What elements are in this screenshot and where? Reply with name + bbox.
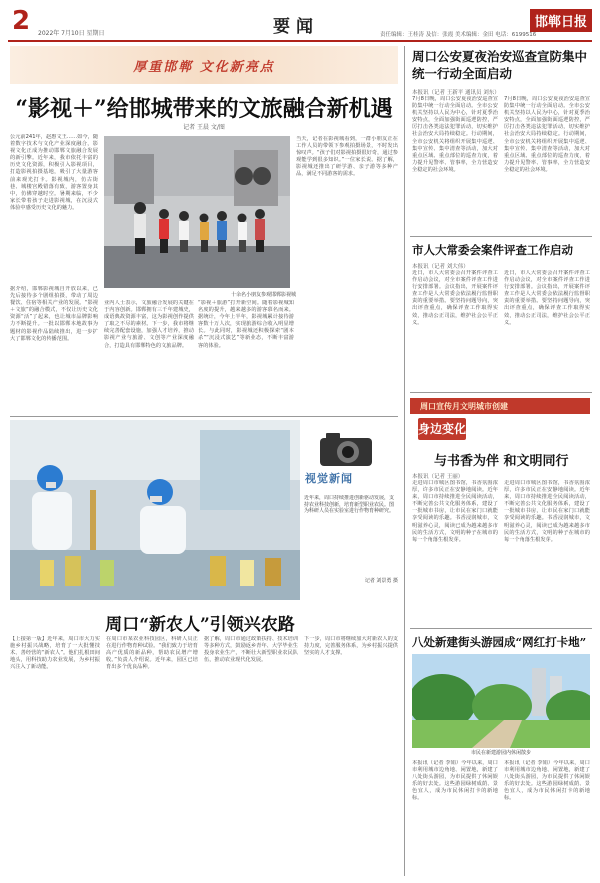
article-photo [104, 136, 290, 288]
issue-date: 2022年 7月10日 星期日 [38, 30, 105, 37]
byline: 记者 王晨 文/图 [183, 124, 225, 131]
article-column: 公元前241年，赵惠文王……如今，随着数字技术与文化产业深度融合，影视文化正成为推动邯郸文旅融合发展的新引擎。近年来，我市依托丰富的历史文化资源，积极引入影视项目，打造影视拍摄基地，吸引了大量游客前来观光打卡。影视城内，仿古街巷、城楼宫殿错落有致，游客置身其中，仿佛穿越时空。暑期来临，不少家长带着孩子走进影视城，在沉浸式体验中感受历史文化的魅力。 [10, 134, 98, 211]
article-column: 近日，市人大常委会召开案件评查工作启动会议，对全市案件评查工作进行安排部署。会议指出，开展案件评查工作是人大常委会依法履行监督职责的重要举措。要坚持问题导向，突出评查重点，确保评查工作取得实效，推动公正司法，维护社会公平正义。 [504, 270, 590, 326]
headline: 周口公安夏夜治安巡查宣防集中统一行动全面启动 [412, 49, 588, 81]
article-column: 据了解，周口市通过政策扶持、技术培训等多种方式，鼓励返乡青年、大学毕业生投身农业生产，不断壮大新型职业农民队伍，推动农业现代化发展。 [204, 636, 298, 664]
section-tag: 视觉新闻 [305, 472, 353, 485]
byline: 本报讯（记者 王丽） [412, 474, 464, 480]
photo-caption: 十余名小朋友参观邯郸影视城 [230, 292, 296, 298]
article-column: 走进周口市城区图书馆，书香氛围浓厚，许多市民正在安静地阅读。近年来，周口市持续推进全民阅读活动，不断完善公共文化服务体系，建设了一批城市书房，让市民在家门口就能享受阅读的乐趣。书香浸润城市，文明滋养心灵，阅读已成为越来越多市民的生活方式，文明的种子在城市的每一个角落生根发芽。 [504, 480, 590, 543]
headline: 八处新建街头游园成“网红打卡地” [412, 635, 587, 649]
article-column: 本报讯（记者 李娟）今年以来，周口市利用城市边角地、闲置地，新建了八处街头游园，为市民提供了休闲娱乐的好去处。这些游园绿树成荫、景色宜人，成为市民休闲打卡的新地标。 [504, 760, 590, 802]
section-divider [10, 416, 398, 417]
article-column: 据介绍，邯郸影视城自开放以来，已先后接待多个剧组拍摄，带动了周边餐饮、住宿等相关产业的发展。“影视＋文旅”的融合模式，不仅让历史文化资源“活”了起来，也让城市品牌影响力不断提升。一批以邯郸本地故事为题材的影视作品陆续推出，进一步扩大了邯郸文化的传播范围。 [10, 286, 98, 342]
photo-credit: 记者 刘景勇 摄 [364, 578, 398, 584]
article-column: 本报讯（记者 李娟）今年以来，周口市利用城市边角地、闲置地，新建了八处街头游园，为市民提供了休闲娱乐的好去处。这些游园绿树成荫、景色宜人，成为市民休闲打卡的新地标。 [412, 760, 498, 802]
lab-photo [10, 420, 300, 600]
headline: 周口“新农人”引领兴农路 [105, 615, 295, 635]
article-column: 业内人士表示，文旅融合发展的关键在于内容创新。邯郸拥有三千年建城史，成语典故资源丰富，这为影视创作提供了取之不尽的素材。下一步，我市将继续完善配套设施，加强人才培养，推动影视产业与旅游、文创等产业深度融合，打造具有邯郸特色的文旅品牌。 [104, 300, 194, 349]
page-number: 2 [12, 6, 31, 36]
section-title: 要闻 [273, 17, 319, 37]
section-tag: 身边变化 [418, 418, 466, 440]
article-column: 当天，记者在影视城看到，一群小朋友正在工作人员的带领下参观拍摄场景，不时发出惊叹声。“孩子们对影视拍摄很好奇，通过参观能学到很多知识。”一位家长说。据了解，影视城还推出了研学游、亲子游等多种产品，满足不同游客的需求。 [296, 136, 398, 178]
byline: 本报讯（记者 刘大伟） [412, 264, 469, 270]
article-column: 走进周口市城区图书馆，书香氛围浓厚，许多市民正在安静地阅读。近年来，周口市持续推进全民阅读活动，不断完善公共文化服务体系，建设了一批城市书房，让市民在家门口就能享受阅读的乐趣。书香浸润城市，文明滋养心灵，阅读已成为越来越多市民的生活方式，文明的种子在城市的每一个角落生根发芽。 [412, 480, 498, 543]
article-column: 下一步，周口市将继续加大对新农人的支持力度，完善服务体系，为乡村振兴提供坚实的人才支撑。 [304, 636, 398, 657]
article-column: 【上接第一版】近年来，周口市大力实施乡村振兴战略，培育了一大批懂技术、善经营的“新农人”。他们扎根田间地头，用科技助力农业发展，为乡村振兴注入了新动能。 [10, 636, 100, 671]
park-photo [412, 654, 590, 748]
headline: 市人大常委会案件评查工作启动 [412, 243, 573, 257]
headline: “影视＋”给邯城带来的文旅融合新机遇 [15, 96, 393, 122]
section-divider [410, 392, 592, 393]
article-column: 7月8日晚，周口公安夏夜治安巡查宣防集中统一行动全面启动。全市公安机关坚持以人民为中心，针对夏季治安特点，全面加强街面巡逻防控，严厉打击各类违法犯罪活动，切实维护社会治安大局持续稳定。行动期间，全市公安机关将组织开展集中巡逻、集中宣传、集中清查等活动，加大对重点区域、重点部位的巡查力度，着力提升见警率、管事率，全力营造安全稳定的社会环境。 [504, 96, 590, 173]
photo-caption: 近年来，周口持续推进创新驱动发展，支持农业科技创新，培育新型职业农民。图为科研人员在实验室进行作物育种研究。 [304, 495, 395, 514]
headline: 与书香为伴 和文明同行 [434, 454, 569, 469]
article-column: 7月8日晚，周口公安夏夜治安巡查宣防集中统一行动全面启动。全市公安机关坚持以人民为中心，针对夏季治安特点，全面加强街面巡逻防控，严厉打击各类违法犯罪活动，切实维护社会治安大局持续稳定。行动期间，全市公安机关将组织开展集中巡逻、集中宣传、集中清查等活动，加大对重点区域、重点部位的巡查力度，着力提升见警率、管事率，全力营造安全稳定的社会环境。 [412, 96, 498, 173]
banner-title: 厚重邯郸 文化新亮点 [133, 60, 275, 75]
article-column: 近日，市人大常委会召开案件评查工作启动会议，对全市案件评查工作进行安排部署。会议指出，开展案件评查工作是人大常委会依法履行监督职责的重要举措。要坚持问题导向，突出评查重点，确保评查工作取得实效，推动公正司法，维护社会公平正义。 [412, 270, 498, 326]
photo-caption: 市民在新建游园内休闲散步 [470, 750, 531, 756]
camera-icon [318, 430, 374, 468]
section-bar-title: 周口宣传月文明城市创建 [420, 402, 508, 411]
article-column: “影视＋旅游”打开新空间。随着影视城知名度的提升，越来越多的游客慕名而来。据统计，今年上半年，影视城累计接待游客数十万人次，实现旅游综合收入明显增长。与此同时，影视城还积极探索“剧本杀”“沉浸式演艺”等新业态，不断丰富游客的体验。 [198, 300, 294, 349]
byline: 本报讯（记者 王新平 通讯员 刘东） [412, 90, 500, 96]
section-divider [410, 628, 592, 629]
masthead [8, 6, 592, 42]
article-column: 在周口市某农业科技园区，科研人员正在进行作物育种试验。“我们致力于培育高产优质的新品种，帮助农民增产增收。”负责人介绍说。近年来，园区已培育出多个优良品种。 [106, 636, 198, 671]
theme-banner [10, 46, 398, 84]
section-bar [410, 398, 590, 414]
column-divider [404, 46, 405, 876]
newspaper-logo: 邯郸日报 [530, 9, 592, 32]
editor-info: 责任编辑：王桂涛 及信：张霞 美术编辑：金田 电话：6199516 [380, 32, 537, 38]
section-divider [410, 236, 592, 237]
